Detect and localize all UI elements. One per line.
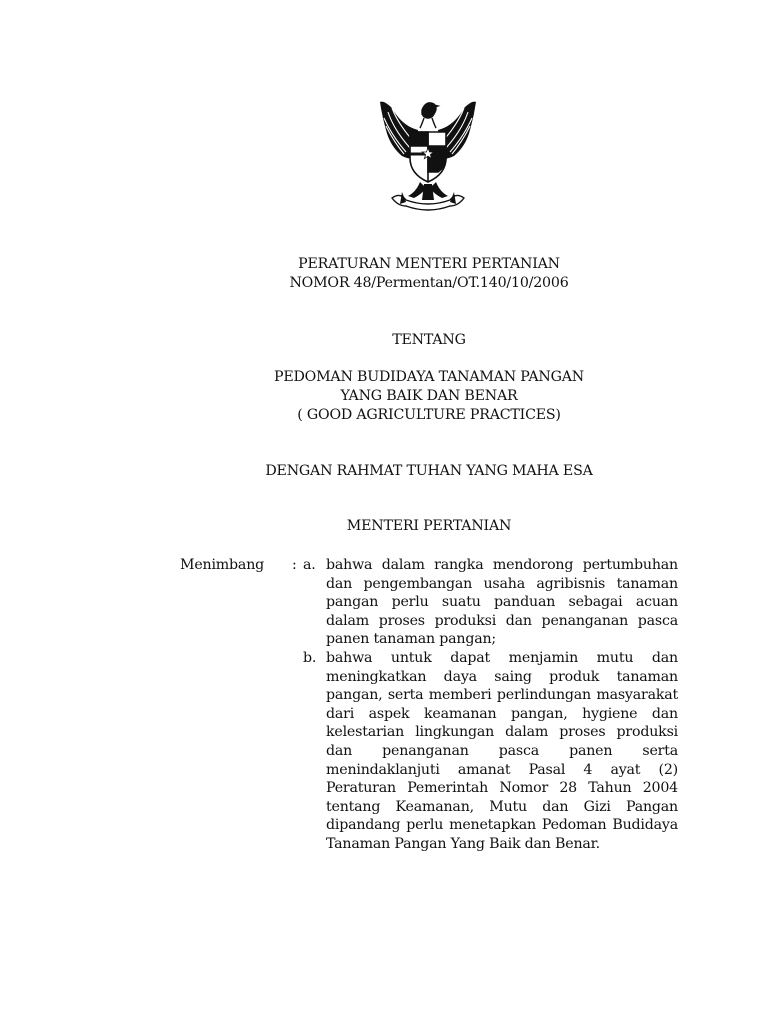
title-line-1: PERATURAN MENTERI PERTANIAN [298,256,560,272]
consideration-item-a [303,556,678,649]
tentang-heading [0,331,768,350]
subject-line-1: PEDOMAN BUDIDAYA TANAMAN PANGAN [273,369,585,385]
item-text: bahwa untuk dapat menjamin mutu dan meningkatkan daya saing produk tanaman pangan, serta memberi perlindungan masyarakat dari aspek keamanan pangan, hygiene dan kelestarian lingkungan dalam proses produksi dan penanganan pasca panen serta menindaklanjuti amanat Pasal 4 ayat (2) Peraturan Pemerintah Nomor 28 Tahun 2004 tentang Keamanan, Mutu dan Gizi Pangan dipandang perlu menetapkan Pedoman Budidaya Tanaman Pangan Yang Baik dan Benar. [326,649,678,852]
considerations-label: Menimbang [180,557,265,573]
considerations-colon: : [292,557,297,573]
title-line-2: NOMOR 48/Permentan/OT.140/10/2006 [289,275,569,291]
item-marker: a. [303,557,316,573]
subject-line-3: ( GOOD AGRICULTURE PRACTICES) [297,407,561,423]
consideration-item-b [303,649,678,854]
issuing-authority [0,517,768,536]
considerations-section [180,556,678,854]
regulation-title [0,255,768,293]
minister-text: MENTERI PERTANIAN [346,518,512,534]
item-text: bahwa dalam rangka mendorong pertumbuhan dan pengembangan usaha agribisnis tanaman pangan perlu suatu panduan sebagai acuan dalam proses produksi dan penanganan pasca panen tanaman pangan; [326,557,678,648]
preamble-phrase [0,462,768,481]
rahmat-text: DENGAN RAHMAT TUHAN YANG MAHA ESA [265,463,593,479]
subject-line-2: YANG BAIK DAN BENAR [340,388,518,404]
garuda-pancasila-emblem-icon [372,96,484,218]
tentang-text: TENTANG [392,332,466,348]
item-marker: b. [303,649,317,666]
regulation-subject [0,368,768,425]
